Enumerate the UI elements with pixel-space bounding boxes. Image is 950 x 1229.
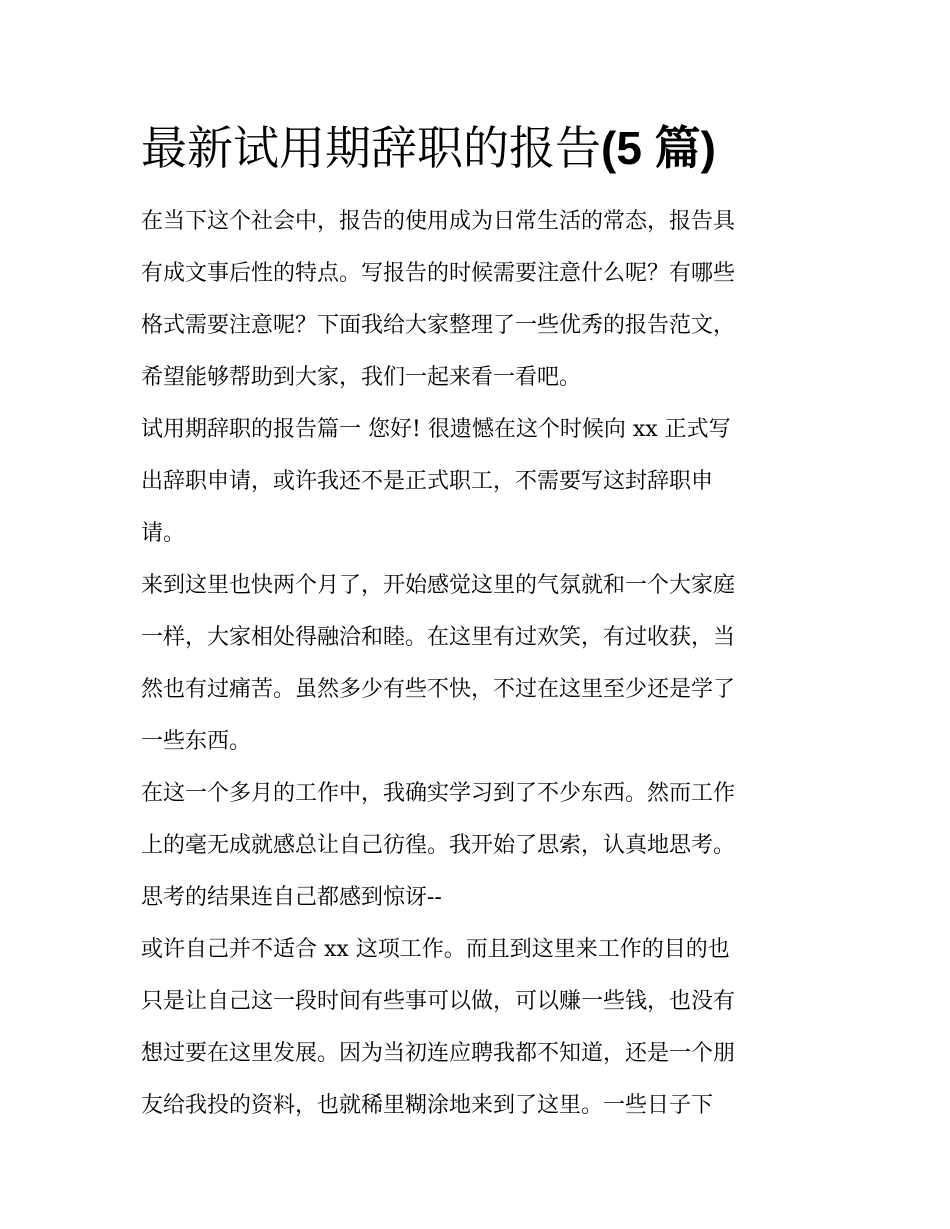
text-line: 上的毫无成就感总让自己彷徨。我开始了思索，认真地思考。 [141,833,736,858]
text-line: 思考的结果连自己都感到惊讶-- [141,885,442,910]
text-line: 试用期辞职的报告篇一 您好! 很遗憾在这个时候向 xx 正式写 [141,417,731,442]
text-line: 然也有过痛苦。虽然多少有些不快，不过在这里至少还是学了 [141,677,736,702]
document-title-count: (5 篇) [601,122,716,174]
paragraph-atmosphere [141,560,813,768]
document-title-text: 最新试用期辞职的报告 [141,121,601,175]
paragraph-reflection [141,768,813,924]
text-line: 或许自己并不适合 xx 这项工作。而且到这里来工作的目的也 [141,937,730,962]
text-line: 有成文事后性的特点。写报告的时候需要注意什么呢？有哪些 [141,261,736,286]
paragraph-report-one [141,404,813,560]
text-line: 友给我投的资料，也就稀里糊涂地来到了这里。一些日子下 [141,1093,714,1118]
document-title [141,118,716,178]
text-line: 在这一个多月的工作中，我确实学习到了不少东西。然而工作 [141,781,736,806]
text-line: 出辞职申请，或许我还不是正式职工，不需要写这封辞职申 [141,469,714,494]
text-line: 想过要在这里发展。因为当初连应聘我都不知道，还是一个朋 [141,1041,736,1066]
paragraph-not-suitable [141,924,813,1132]
text-line: 来到这里也快两个月了，开始感觉这里的气氛就和一个大家庭 [141,573,736,598]
text-line: 请。 [141,521,186,546]
text-line: 希望能够帮助到大家，我们一起来看一看吧。 [141,365,582,390]
text-line: 格式需要注意呢？下面我给大家整理了一些优秀的报告范文， [141,313,736,338]
document-body [141,196,813,1132]
text-line: 在当下这个社会中，报告的使用成为日常生活的常态，报告具 [141,209,736,234]
text-line: 一样，大家相处得融洽和睦。在这里有过欢笑，有过收获，当 [141,625,736,650]
text-line: 只是让自己这一段时间有些事可以做，可以赚一些钱，也没有 [141,989,736,1014]
text-line: 一些东西。 [141,729,252,754]
paragraph-intro [141,196,813,404]
